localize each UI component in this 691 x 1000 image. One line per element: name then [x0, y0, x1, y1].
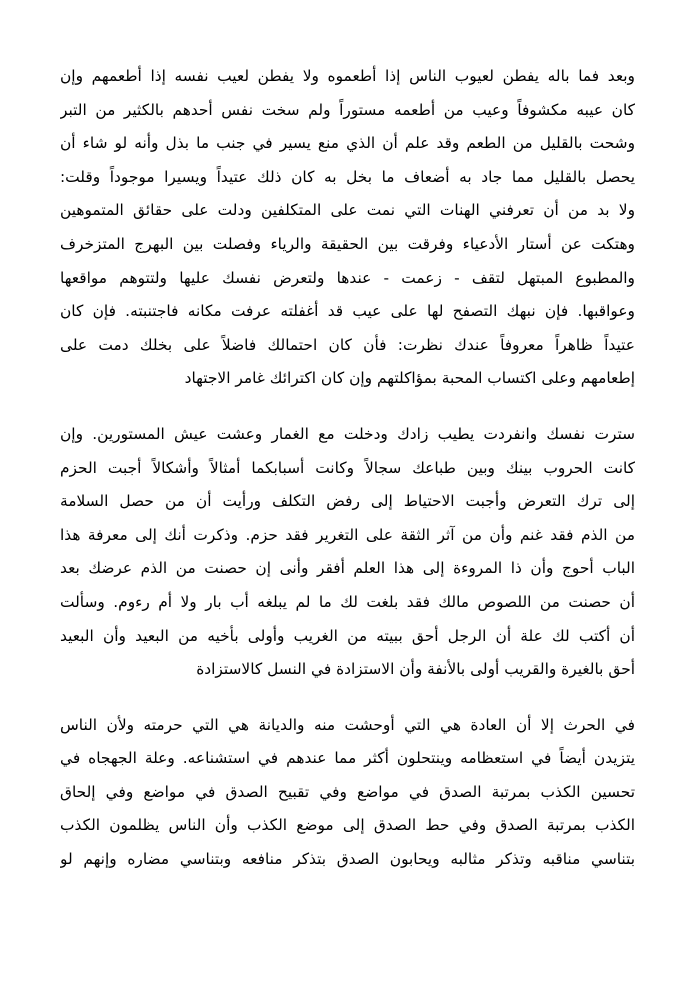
paragraph-2 [60, 418, 635, 687]
text-line: من الذم فقد غنم وأن من آثر الثقة على التغرير فقد حزم. وذكرت أنك إلى معرفة هذا [60, 525, 635, 544]
text-line: إطعامهم وعلى اكتساب المحبة بمؤاكلتهم وإن كان اكترائك غامر الاجتهاد [184, 369, 635, 388]
text-line: الكذب بمرتبة الصدق وفي حط الصدق إلى موضع الكذب وأن الناس يظلمون الكذب [60, 816, 635, 835]
text-line: وعواقبها. فإن نبهك التصفح لها على عيب قد أغفلته عرفت مكانه فاجتنبته. فإن كان [60, 302, 635, 321]
text-line: كان عيبه مكشوفاً وعيب من أطعمه مستوراً ولم سخت نفس أحدهم بالكثير من التبر [60, 100, 635, 119]
text-line: وشحت بالقليل من الطعم وقد علم أن الذي منع يسير في جنب ما بذل وأنه لو شاء أن [60, 134, 635, 153]
text-line: سترت نفسك وانفردت يطيب زادك ودخلت مع الغمار وعشت عيش المستورين. وإن [60, 424, 635, 443]
text-line: إلى ترك التعرض وأجبت الاحتياط إلى رفض التكلف ورأيت أن من حصل السلامة [60, 492, 635, 511]
text-line: في الحرث إلا أن العادة هي التي أوحشت منه والديانة هي التي حرمته ولأن الناس [60, 715, 635, 734]
text-line: والمطبوع المبتهل لتقف - زعمت - عندها ولتعرض نفسك عليها ولتتوهم مواقعها [60, 268, 635, 287]
text-line: بتناسي مناقبه وتذكر مثالبه ويحابون الصدق بتذكر منافعه وبتناسي مضاره وإنهم لو [60, 850, 635, 869]
text-line: يتزيدن أيضاً في استعظامه وينتحلون أكثر مما عندهم في استشناعه. وعلة الجهجاه في [60, 749, 635, 768]
paragraph-1 [60, 60, 635, 396]
text-line: كانت الحروب بينك وبين طباعك سجالاً وكانت أسبابكما أمثالاً وأشكالاً أجبت الحزم [60, 458, 635, 477]
text-line: أن حصنت من اللصوص مالك فقد بلغت لك ما لم يبلغه أب بار ولا أم رءوم. وسألت [60, 592, 635, 611]
text-line: تحسين الكذب بمرتبة الصدق في مواضع وفي تقبيح الصدق في مواضع وفي إلحاق [60, 782, 635, 801]
document-page [60, 60, 635, 877]
text-line: ولا بد من أن تعرفني الهنات التي نمت على المتكلفين ودلت على حقائق المتموهين [60, 201, 635, 220]
text-line: أحق بالغيرة والقريب أولى بالأنفة وأن الاستزادة في النسل كالاستزادة [196, 660, 635, 679]
text-line: أن أكتب لك علة أن الرجل أحق ببيته من الغريب وأولى بأخيه من البعيد وأن البعيد [60, 626, 635, 645]
text-line: يحصل بالقليل مما جاد به أضعاف ما بخل به كان ذلك عتيداً ويسيرا موجوداً وقلت: [60, 167, 635, 186]
text-line: الباب أحوج وأن ذا المروءة إلى هذا العلم أفقر وأنى إن حصنت من الذم عرضك بعد [60, 559, 635, 578]
text-line: وبعد فما باله يفطن لعيوب الناس إذا أطعموه ولا يفطن لعيب نفسه إذا أطعمهم وإن [60, 67, 635, 85]
text-line: وهتكت عن أستار الأدعياء وفرقت بين الحقيقة والرياء وفصلت بين البهرج المتزخرف [60, 234, 635, 253]
paragraph-3 [60, 709, 635, 877]
text-line: عتيداً ظاهراً معروفاً عندك نظرت: فأن كان احتمالك فاضلاً على بخلك دمت على [60, 335, 635, 354]
